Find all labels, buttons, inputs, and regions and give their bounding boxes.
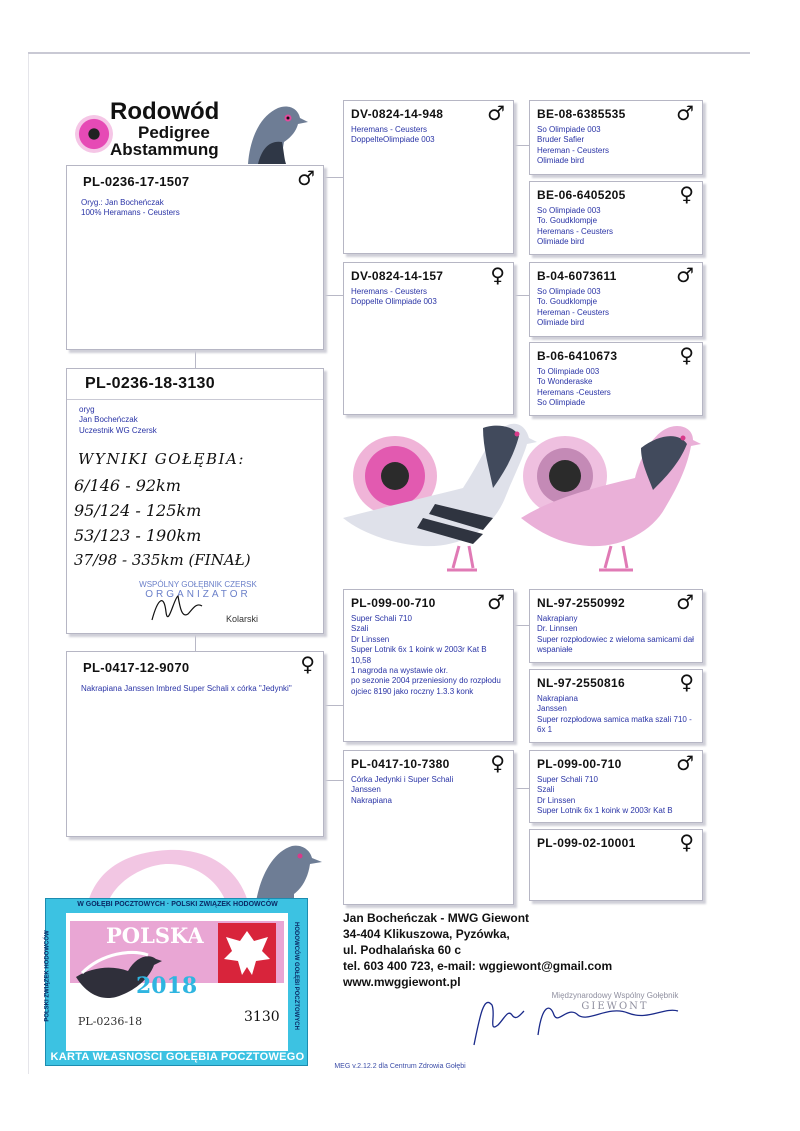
- pedigree-ancestor-box: [529, 342, 703, 416]
- stamp-line: Międzynarodowy Wspólny Gołębnik: [551, 991, 679, 1000]
- footer-credit: MEG v.2.12.2 dla Centrum Zdrowia Gołębi: [334, 1063, 466, 1070]
- card-title: KARTA WŁASNOŚCI GOŁĘBIA POCZTOWEGO: [50, 1051, 305, 1063]
- info-line: So Olimpiade 003: [537, 125, 601, 134]
- male-icon: ♂: [487, 101, 505, 125]
- ring-number: PL-099-00-710: [537, 757, 622, 771]
- logo-subtitle-pedigree: Pedigree: [138, 123, 210, 142]
- stamp-line: Kolarski: [226, 614, 259, 624]
- info-line: Nakrapiany: [537, 614, 578, 623]
- info-line: Super rozpłodowiec z wieloma samicami dał wspaniałe: [537, 634, 694, 655]
- info-line: Dr Linssen: [351, 634, 390, 644]
- info-line: 1 nagroda na wystawie okr.: [351, 666, 448, 676]
- ring-number: PL-0417-10-7380: [351, 757, 450, 771]
- ring-number: PL-0236-17-1507: [83, 174, 190, 189]
- male-icon: ♂: [676, 590, 694, 614]
- pedigree-ancestor-box: [529, 750, 703, 823]
- male-icon: ♂: [487, 590, 505, 614]
- info-line: 100% Heramans - Ceusters: [81, 208, 180, 218]
- info-line: Super Schali 710: [351, 614, 412, 623]
- male-icon: ♂: [676, 101, 694, 125]
- info-line: To. Goudklompje: [537, 297, 598, 307]
- info-line: po sezonie 2004 przeniesiony do rozpłodu ojciec 8190 jako roczny 1.3.3 konk: [351, 676, 501, 696]
- page-top-rule: [28, 52, 750, 54]
- ring-number: NL-97-2550992: [537, 596, 625, 610]
- results-row: 53/123 - 190km: [74, 526, 202, 545]
- logo-pigeon-icon: [238, 98, 308, 164]
- results-row: 95/124 - 125km: [74, 501, 202, 520]
- ring-number: B-06-6410673: [537, 349, 618, 363]
- pedigree-ancestor-box: [529, 181, 703, 255]
- male-icon: ♂: [676, 263, 694, 287]
- card-side-text-right: HODOWCÓW GOŁĘBI POCZTOWYCH: [292, 922, 299, 1030]
- pedigree-granddam-box: [343, 750, 514, 905]
- card-country: POLSKA: [106, 923, 204, 948]
- ring-number: NL-97-2550816: [537, 676, 625, 690]
- page-left-rule: [28, 54, 29, 1074]
- info-line: Jan Bocheńczak: [79, 415, 138, 425]
- ring-number: B-04-6073611: [537, 269, 617, 283]
- ring-number: PL-0417-12-9070: [83, 660, 190, 675]
- pedigree-ancestor-box: [529, 669, 703, 743]
- info-line: Super rozpłodowa samica matka szali 710 - 6x 1: [537, 714, 692, 735]
- pedigree-ancestor-box: [529, 829, 703, 901]
- info-line: Nakrapiana Janssen Imbred Super Schali x córka "Jedynki": [81, 684, 292, 693]
- female-icon: ♀: [300, 652, 315, 676]
- connector: [513, 145, 529, 146]
- connector: [323, 705, 343, 706]
- stamp-line: WSPÓLNY GOŁĘBNIK CZERSK: [139, 580, 257, 589]
- info-line: Olimiade bird: [537, 237, 585, 247]
- ownership-card: [45, 898, 308, 1066]
- info-line: Oryg.: Jan Bocheńczak: [81, 198, 164, 207]
- info-line: Janssen: [351, 785, 381, 795]
- owner-website: www.mwggiewont.pl: [343, 975, 461, 989]
- connector: [323, 177, 343, 178]
- results-heading: WYNIKI GOŁĘBIA:: [78, 450, 245, 468]
- info-line: Doppelte Olimpiade 003: [351, 297, 437, 307]
- eagle-emblem-icon: [218, 923, 276, 983]
- pedigree-dam-box: [66, 651, 324, 837]
- logo-subtitle-abstammung: Abstammung: [110, 140, 219, 159]
- pedigree-grandsire-box: [343, 589, 514, 742]
- title-divider: [67, 399, 323, 400]
- female-icon: ♀: [679, 830, 694, 854]
- pedigree-granddam-box: [343, 262, 514, 415]
- info-line: So Olimpiade 003: [537, 287, 601, 296]
- stamp-line: GIEWONT: [581, 1001, 649, 1012]
- male-icon: ♂: [297, 166, 315, 190]
- info-line: So Olimpiade: [537, 398, 586, 408]
- info-line: So Olimpiade 003: [537, 206, 601, 215]
- pedigree-sire-box: [66, 165, 324, 350]
- pedigree-ancestor-box: [529, 262, 703, 337]
- signature-mark: [148, 588, 208, 628]
- info-line: Dr Linssen: [537, 795, 576, 805]
- pigeons-illustration: [343, 418, 703, 582]
- connector: [195, 633, 196, 651]
- female-icon: ♀: [490, 751, 505, 775]
- ring-number: DV-0824-14-157: [351, 269, 444, 283]
- connector: [513, 625, 529, 626]
- ring-number: PL-099-02-10001: [537, 836, 636, 850]
- info-line: Szali: [351, 624, 369, 634]
- owner-contact: tel. 603 400 723, e-mail: wggiewont@gmail.com: [343, 959, 613, 973]
- info-line: Heremans - Ceusters: [351, 287, 428, 296]
- pedigree-grandsire-box: [343, 100, 514, 254]
- info-line: Nakrapiana: [537, 694, 578, 703]
- connector: [513, 295, 529, 296]
- card-side-text-left: POLSKI ZWIĄZEK HODOWCÓW: [44, 930, 51, 1022]
- info-line: Heremans - Ceusters: [537, 226, 614, 236]
- ring-number: BE-06-6405205: [537, 188, 626, 202]
- stamp-line: ORGANIZATOR: [145, 589, 251, 600]
- card-year: 2018: [136, 973, 198, 999]
- info-line: Szali: [537, 785, 555, 795]
- connector: [513, 788, 529, 789]
- pedigree-ancestor-box: [529, 589, 703, 663]
- ring-number: DV-0824-14-948: [351, 107, 444, 121]
- info-line: Olimiade bird: [537, 156, 585, 166]
- owner-address: 34-404 Klikuszowa, Pyzówka,: [343, 927, 510, 941]
- info-line: Hereman - Ceusters: [537, 145, 610, 155]
- info-line: Uczestnik WG Czersk: [79, 425, 157, 435]
- results-row: 6/146 - 92km: [74, 476, 181, 495]
- info-line: Dr. Linnsen: [537, 624, 578, 634]
- connector: [195, 349, 196, 368]
- info-line: Heremans -Ceusters: [537, 387, 611, 397]
- info-line: Super Lotnik 6x 1 koink w 2003r Kat B 10,58: [351, 645, 487, 665]
- card-top-text: W GOŁĘBI POCZTOWYCH · POLSKI ZWIĄZEK HODOWCÓW: [77, 901, 278, 908]
- info-line: Janssen: [537, 704, 567, 714]
- connector: [323, 780, 343, 781]
- female-icon: ♀: [679, 182, 694, 206]
- pedigree-ancestor-box: [529, 100, 703, 175]
- logo-title: Rodowód: [110, 98, 220, 125]
- info-line: Nakrapiana: [351, 795, 392, 805]
- owner-name: Jan Bocheńczak - MWG Giewont: [343, 911, 530, 925]
- info-line: To Olimpiade 003: [537, 367, 600, 376]
- female-icon: ♀: [679, 670, 694, 694]
- info-line: Super Schali 710: [537, 775, 598, 784]
- ring-number: PL-0236-18-3130: [85, 375, 215, 392]
- ring-number: BE-08-6385535: [537, 107, 626, 121]
- logo-eye-icon: [75, 115, 113, 153]
- owner-info: [343, 910, 612, 990]
- info-line: Bruder Safier: [537, 135, 585, 145]
- info-line: Córka Jedynki i Super Schali: [351, 775, 454, 784]
- info-line: oryg: [79, 405, 95, 414]
- info-line: To Wonderaske: [537, 377, 593, 387]
- card-ring-number: PL-0236-18: [78, 1015, 143, 1028]
- info-line: Olimiade bird: [537, 318, 585, 328]
- info-line: Hereman - Ceusters: [537, 307, 610, 317]
- results-row: 37/98 - 335km (FINAŁ): [74, 551, 251, 569]
- owner-street: ul. Podhalańska 60 c: [343, 943, 462, 957]
- card-serial: 3130: [244, 1009, 280, 1025]
- info-line: To. Goudklompje: [537, 216, 598, 226]
- connector: [323, 295, 343, 296]
- owner-signature: [468, 985, 688, 1051]
- info-line: Heremans - Ceusters: [351, 125, 428, 134]
- info-line: Super Lotnik 6x 1 koink w 2003r Kat B: [537, 806, 673, 816]
- ring-number: PL-099-00-710: [351, 596, 436, 610]
- info-line: DoppelteOlimpiade 003: [351, 135, 435, 145]
- decorative-pigeon-icon: [88, 838, 328, 902]
- female-icon: ♀: [490, 263, 505, 287]
- male-icon: ♂: [676, 751, 694, 775]
- female-icon: ♀: [679, 343, 694, 367]
